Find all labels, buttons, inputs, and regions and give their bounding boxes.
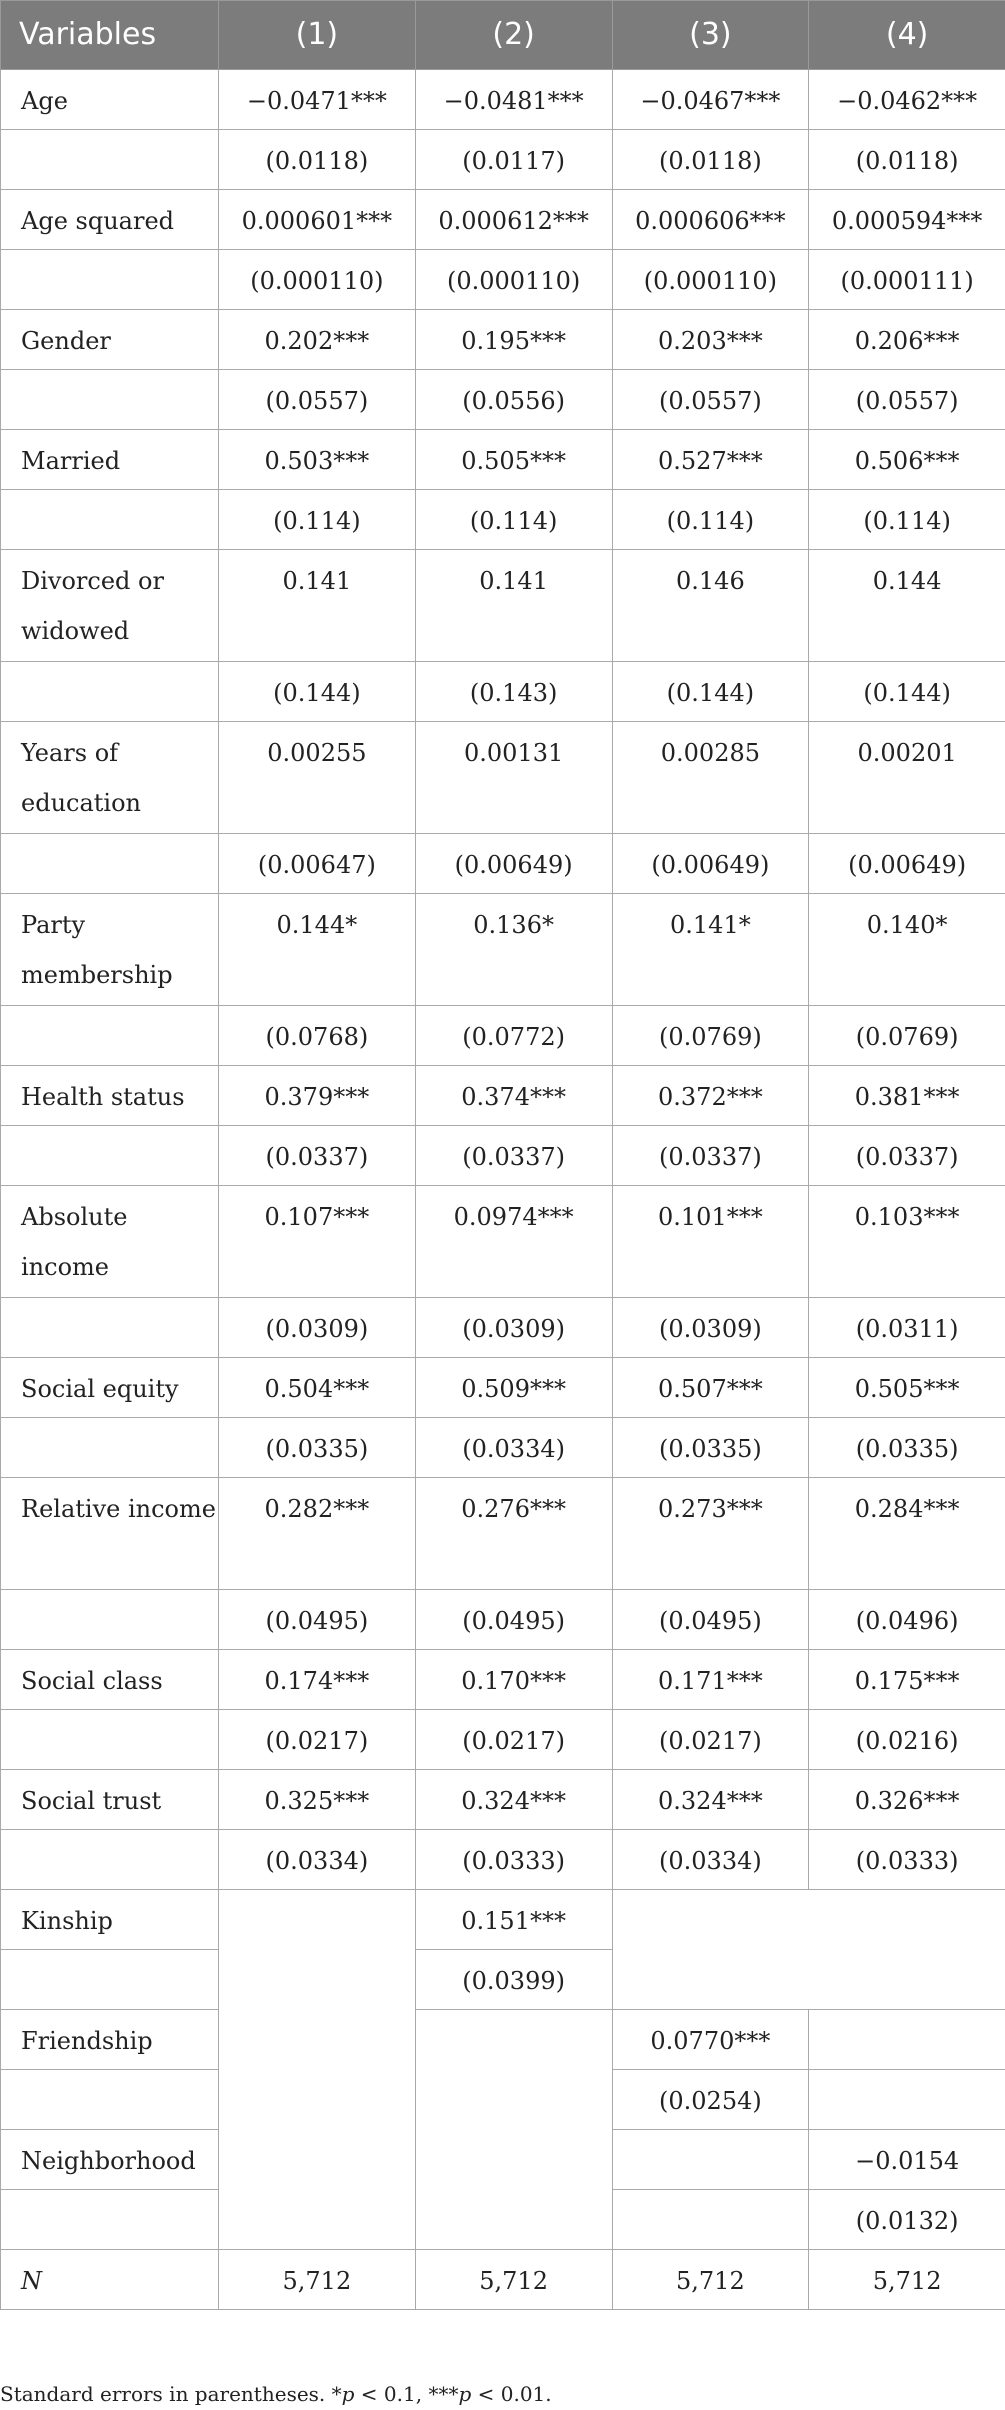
table-row bbox=[1, 1650, 1005, 1710]
coefficient-cell: (0.0334) bbox=[415, 1418, 612, 1478]
coefficient-cell: (0.0333) bbox=[809, 1830, 1005, 1890]
coefficient-cell: 0.503*** bbox=[219, 430, 416, 490]
table-row bbox=[1, 250, 1005, 310]
variable-label-cell bbox=[1, 662, 219, 722]
coefficient-cell: 0.203*** bbox=[612, 310, 809, 370]
variable-label-cell: Kinship bbox=[1, 1890, 219, 1950]
coefficient-cell: 0.273*** bbox=[612, 1478, 809, 1590]
coefficient-cell: 0.00201 bbox=[809, 722, 1005, 834]
coefficient-cell: (0.0118) bbox=[809, 130, 1005, 190]
coefficient-cell: (0.0496) bbox=[809, 1590, 1005, 1650]
coefficient-cell: 0.372*** bbox=[612, 1066, 809, 1126]
coefficient-cell: (0.0495) bbox=[612, 1590, 809, 1650]
header-model-4: (4) bbox=[809, 1, 1005, 70]
coefficient-cell: (0.0772) bbox=[415, 1006, 612, 1066]
footnote-p-symbol: p bbox=[458, 2382, 472, 2406]
coefficient-cell: 0.103*** bbox=[809, 1186, 1005, 1298]
coefficient-cell: (0.0333) bbox=[415, 1830, 612, 1890]
coefficient-cell: (0.114) bbox=[219, 490, 416, 550]
coefficient-cell: 0.107*** bbox=[219, 1186, 416, 1298]
coefficient-cell: −0.0154 bbox=[809, 2130, 1005, 2190]
coefficient-cell: (0.0337) bbox=[612, 1126, 809, 1186]
coefficient-cell: (0.0495) bbox=[415, 1590, 612, 1650]
coefficient-cell: −0.0471*** bbox=[219, 70, 416, 130]
coefficient-cell: 0.151*** bbox=[415, 1890, 612, 1950]
coefficient-cell bbox=[415, 2010, 612, 2250]
variable-label-cell bbox=[1, 370, 219, 430]
coefficient-cell bbox=[612, 2190, 809, 2250]
variable-label-cell: Married bbox=[1, 430, 219, 490]
coefficient-cell: 0.325*** bbox=[219, 1770, 416, 1830]
coefficient-cell: (0.0335) bbox=[809, 1418, 1005, 1478]
variable-label-cell: Social trust bbox=[1, 1770, 219, 1830]
coefficient-cell: 0.00255 bbox=[219, 722, 416, 834]
coefficient-cell: (0.0217) bbox=[415, 1710, 612, 1770]
footnote-prefix: Standard errors in parentheses. * bbox=[0, 2382, 342, 2406]
variable-label-cell: Social equity bbox=[1, 1358, 219, 1418]
table-row bbox=[1, 1770, 1005, 1830]
coefficient-cell: (0.0309) bbox=[612, 1298, 809, 1358]
coefficient-cell: (0.0334) bbox=[612, 1830, 809, 1890]
coefficient-cell: (0.0768) bbox=[219, 1006, 416, 1066]
coefficient-cell: 0.141 bbox=[219, 550, 416, 662]
coefficient-cell: (0.000110) bbox=[415, 250, 612, 310]
table-body bbox=[1, 70, 1005, 2310]
coefficient-cell: 5,712 bbox=[612, 2250, 809, 2310]
coefficient-cell: 0.282*** bbox=[219, 1478, 416, 1590]
coefficient-cell: 0.146 bbox=[612, 550, 809, 662]
coefficient-cell: 0.000612*** bbox=[415, 190, 612, 250]
coefficient-cell: 0.171*** bbox=[612, 1650, 809, 1710]
table-row bbox=[1, 490, 1005, 550]
coefficient-cell: (0.144) bbox=[612, 662, 809, 722]
coefficient-cell: (0.00649) bbox=[612, 834, 809, 894]
coefficient-cell: (0.000111) bbox=[809, 250, 1005, 310]
coefficient-cell: 5,712 bbox=[415, 2250, 612, 2310]
coefficient-cell: 0.505*** bbox=[809, 1358, 1005, 1418]
coefficient-cell: 0.504*** bbox=[219, 1358, 416, 1418]
coefficient-cell: (0.0557) bbox=[219, 370, 416, 430]
coefficient-cell: (0.0557) bbox=[809, 370, 1005, 430]
variable-label-cell: Neighborhood bbox=[1, 2130, 219, 2190]
coefficient-cell: (0.0335) bbox=[612, 1418, 809, 1478]
coefficient-cell: 0.000606*** bbox=[612, 190, 809, 250]
variable-label-cell bbox=[1, 1830, 219, 1890]
coefficient-cell: (0.0217) bbox=[219, 1710, 416, 1770]
coefficient-cell: (0.0254) bbox=[612, 2070, 809, 2130]
coefficient-cell: (0.0335) bbox=[219, 1418, 416, 1478]
coefficient-cell: 0.507*** bbox=[612, 1358, 809, 1418]
variable-label-cell: Friendship bbox=[1, 2010, 219, 2070]
table-row bbox=[1, 894, 1005, 1006]
variable-label-cell: Gender bbox=[1, 310, 219, 370]
coefficient-cell: (0.0557) bbox=[612, 370, 809, 430]
coefficient-cell: 0.0770*** bbox=[612, 2010, 809, 2070]
table-row bbox=[1, 662, 1005, 722]
coefficient-cell bbox=[612, 2130, 809, 2190]
coefficient-cell: (0.144) bbox=[809, 662, 1005, 722]
coefficient-cell bbox=[219, 1890, 416, 2250]
footnote-threshold-1: < 0.1, *** bbox=[354, 2382, 459, 2406]
coefficient-cell: 0.141 bbox=[415, 550, 612, 662]
table-row bbox=[1, 130, 1005, 190]
coefficient-cell: 0.195*** bbox=[415, 310, 612, 370]
coefficient-cell: 0.379*** bbox=[219, 1066, 416, 1126]
header-row bbox=[1, 1, 1005, 70]
coefficient-cell: 0.381*** bbox=[809, 1066, 1005, 1126]
coefficient-cell: (0.00649) bbox=[809, 834, 1005, 894]
coefficient-cell: −0.0462*** bbox=[809, 70, 1005, 130]
header-model-2: (2) bbox=[415, 1, 612, 70]
coefficient-cell: (0.0132) bbox=[809, 2190, 1005, 2250]
variable-label-cell: Relative income bbox=[1, 1478, 219, 1590]
coefficient-cell: (0.0399) bbox=[415, 1950, 612, 2010]
coefficient-cell: (0.144) bbox=[219, 662, 416, 722]
header-model-1: (1) bbox=[219, 1, 416, 70]
coefficient-cell bbox=[809, 2070, 1005, 2130]
coefficient-cell: (0.0216) bbox=[809, 1710, 1005, 1770]
coefficient-cell: 0.324*** bbox=[612, 1770, 809, 1830]
table-row bbox=[1, 1710, 1005, 1770]
variable-label-cell bbox=[1, 2190, 219, 2250]
coefficient-cell: 0.136* bbox=[415, 894, 612, 1006]
coefficient-cell: 0.509*** bbox=[415, 1358, 612, 1418]
coefficient-cell: (0.0309) bbox=[219, 1298, 416, 1358]
coefficient-cell: 0.170*** bbox=[415, 1650, 612, 1710]
coefficient-cell bbox=[809, 2010, 1005, 2070]
coefficient-cell: 0.324*** bbox=[415, 1770, 612, 1830]
coefficient-cell: 0.101*** bbox=[612, 1186, 809, 1298]
coefficient-cell: 0.000594*** bbox=[809, 190, 1005, 250]
variable-label-cell: Age squared bbox=[1, 190, 219, 250]
coefficient-cell: (0.0556) bbox=[415, 370, 612, 430]
coefficient-cell: 0.284*** bbox=[809, 1478, 1005, 1590]
coefficient-cell: (0.0769) bbox=[612, 1006, 809, 1066]
coefficient-cell: 0.527*** bbox=[612, 430, 809, 490]
coefficient-cell: 0.276*** bbox=[415, 1478, 612, 1590]
coefficient-cell: 0.206*** bbox=[809, 310, 1005, 370]
coefficient-cell: 0.140* bbox=[809, 894, 1005, 1006]
variable-label-cell: Absolute income bbox=[1, 1186, 219, 1298]
variable-label-cell bbox=[1, 490, 219, 550]
coefficient-cell: (0.0309) bbox=[415, 1298, 612, 1358]
table-row bbox=[1, 310, 1005, 370]
variable-label-cell bbox=[1, 1590, 219, 1650]
coefficient-cell: 0.374*** bbox=[415, 1066, 612, 1126]
variable-label-cell bbox=[1, 250, 219, 310]
variable-label-cell bbox=[1, 1950, 219, 2010]
table-row bbox=[1, 1358, 1005, 1418]
table-row bbox=[1, 430, 1005, 490]
table-row bbox=[1, 1006, 1005, 1066]
coefficient-cell: 5,712 bbox=[809, 2250, 1005, 2310]
coefficient-cell: (0.0311) bbox=[809, 1298, 1005, 1358]
coefficient-cell: (0.114) bbox=[415, 490, 612, 550]
coefficient-cell: (0.143) bbox=[415, 662, 612, 722]
table-row bbox=[1, 834, 1005, 894]
coefficient-cell: 0.174*** bbox=[219, 1650, 416, 1710]
table-row bbox=[1, 1478, 1005, 1590]
coefficient-cell: (0.00647) bbox=[219, 834, 416, 894]
coefficient-cell: (0.0337) bbox=[809, 1126, 1005, 1186]
footnote-p-symbol: p bbox=[341, 2382, 355, 2406]
variable-label-cell bbox=[1, 2070, 219, 2130]
coefficient-cell: −0.0467*** bbox=[612, 70, 809, 130]
coefficient-cell: 0.000601*** bbox=[219, 190, 416, 250]
coefficient-cell: 5,712 bbox=[219, 2250, 416, 2310]
table-row bbox=[1, 1418, 1005, 1478]
table-row bbox=[1, 190, 1005, 250]
coefficient-cell: (0.114) bbox=[809, 490, 1005, 550]
coefficient-cell: (0.0334) bbox=[219, 1830, 416, 1890]
variable-label-cell bbox=[1, 1710, 219, 1770]
variable-label-cell: Health status bbox=[1, 1066, 219, 1126]
coefficient-cell bbox=[612, 1890, 1005, 2010]
variable-label-cell bbox=[1, 834, 219, 894]
coefficient-cell: 0.506*** bbox=[809, 430, 1005, 490]
table-row bbox=[1, 550, 1005, 662]
coefficient-cell: (0.0118) bbox=[219, 130, 416, 190]
variable-label-cell bbox=[1, 1006, 219, 1066]
header-model-3: (3) bbox=[612, 1, 809, 70]
variable-label-cell: Years of education bbox=[1, 722, 219, 834]
table-row bbox=[1, 1890, 1005, 1950]
table-row bbox=[1, 1830, 1005, 1890]
coefficient-cell: 0.202*** bbox=[219, 310, 416, 370]
coefficient-cell: (0.0769) bbox=[809, 1006, 1005, 1066]
table-footnote bbox=[0, 2382, 552, 2406]
coefficient-cell: (0.114) bbox=[612, 490, 809, 550]
variable-label-cell bbox=[1, 1418, 219, 1478]
variable-label-cell bbox=[1, 1298, 219, 1358]
coefficient-cell: (0.0118) bbox=[612, 130, 809, 190]
variable-label-cell bbox=[1, 130, 219, 190]
coefficient-cell: 0.144* bbox=[219, 894, 416, 1006]
coefficient-cell: 0.00131 bbox=[415, 722, 612, 834]
coefficient-cell: 0.0974*** bbox=[415, 1186, 612, 1298]
table-row bbox=[1, 1066, 1005, 1126]
variable-label-cell bbox=[1, 1126, 219, 1186]
coefficient-cell: (0.0217) bbox=[612, 1710, 809, 1770]
variable-label-cell: Divorced or widowed bbox=[1, 550, 219, 662]
coefficient-cell: (0.0337) bbox=[415, 1126, 612, 1186]
table-row bbox=[1, 722, 1005, 834]
coefficient-cell: 0.00285 bbox=[612, 722, 809, 834]
coefficient-cell: −0.0481*** bbox=[415, 70, 612, 130]
coefficient-cell: (0.0337) bbox=[219, 1126, 416, 1186]
table-row bbox=[1, 70, 1005, 130]
coefficient-cell: (0.000110) bbox=[219, 250, 416, 310]
coefficient-cell: 0.175*** bbox=[809, 1650, 1005, 1710]
table-row bbox=[1, 1590, 1005, 1650]
coefficient-cell: (0.00649) bbox=[415, 834, 612, 894]
table-row bbox=[1, 2010, 1005, 2070]
coefficient-cell: 0.326*** bbox=[809, 1770, 1005, 1830]
coefficient-cell: (0.0495) bbox=[219, 1590, 416, 1650]
table-row bbox=[1, 2250, 1005, 2310]
footnote-threshold-2: < 0.01. bbox=[471, 2382, 552, 2406]
table-row bbox=[1, 1298, 1005, 1358]
variable-label-cell: Age bbox=[1, 70, 219, 130]
table-row bbox=[1, 1126, 1005, 1186]
table-row bbox=[1, 370, 1005, 430]
coefficient-cell: 0.144 bbox=[809, 550, 1005, 662]
coefficient-cell: 0.505*** bbox=[415, 430, 612, 490]
coefficient-cell: (0.0117) bbox=[415, 130, 612, 190]
table-row bbox=[1, 1186, 1005, 1298]
variable-label-cell: Social class bbox=[1, 1650, 219, 1710]
variable-label-cell: Party membership bbox=[1, 894, 219, 1006]
coefficient-cell: (0.000110) bbox=[612, 250, 809, 310]
variable-label-cell: N bbox=[1, 2250, 219, 2310]
header-variables: Variables bbox=[1, 1, 219, 70]
coefficient-cell: 0.141* bbox=[612, 894, 809, 1006]
